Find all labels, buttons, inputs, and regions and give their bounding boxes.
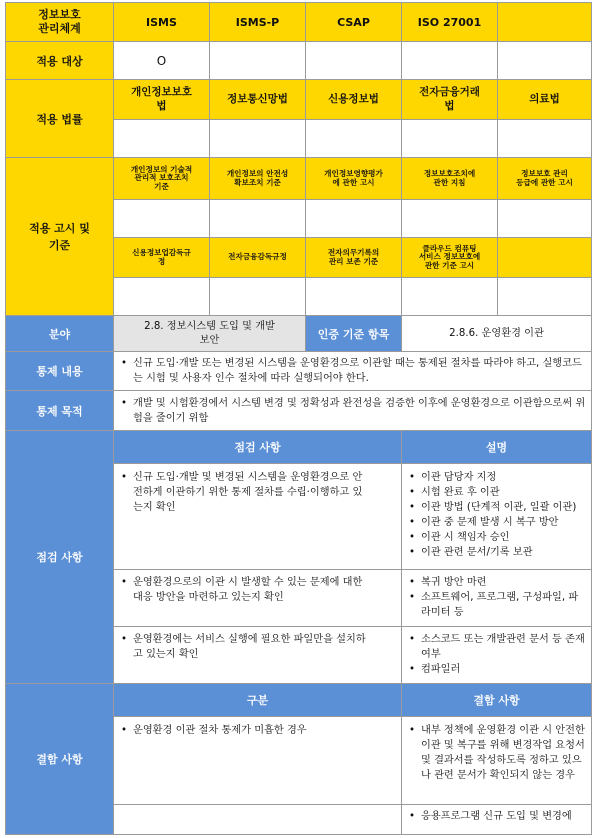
scope-mark-csap — [306, 42, 402, 80]
defect-case-cell — [402, 805, 592, 835]
defect-type-text: • 운영환경 이관 절차 통제가 미흡한 경우 — [133, 723, 371, 738]
inspection-col-item: 점검 사항 — [114, 431, 402, 464]
notice-cloud-security: 클라우드 컴퓨팅 서비스 정보보호에 관한 기준 고시 — [402, 238, 498, 278]
law-mark-cell — [402, 120, 498, 158]
notice-mark-cell — [210, 278, 306, 316]
notice-management-grade: 정보보호 관리 등급에 관한 고시 — [498, 158, 592, 200]
notice-safety-measures: 개인정보의 안전성 확보조치 기준 — [210, 158, 306, 200]
notice-mark-cell — [498, 200, 592, 238]
control-content-row — [6, 352, 592, 391]
notice-emr-standard: 전자의무기록의 관리 보존 기준 — [306, 238, 402, 278]
inspection-desc-bullet: • 소스코드 또는 개발관련 문서 등 존재 여부 — [421, 632, 587, 662]
notice-mark-cell — [306, 200, 402, 238]
control-item-label: 인증 기준 항목 — [306, 316, 402, 352]
law-e-finance-act: 전자금융거래 법 — [402, 80, 498, 120]
inspection-section-label: 점검 사항 — [6, 431, 114, 684]
scope-mark-blank — [498, 42, 592, 80]
framework-col-csap: CSAP — [306, 3, 402, 42]
inspection-item-cell — [114, 464, 402, 570]
framework-header-row — [6, 3, 592, 42]
law-credit-info-act: 신용정보법 — [306, 80, 402, 120]
inspection-desc-cell — [402, 464, 592, 570]
inspection-desc-bullet: • 이관 관련 문서/기록 보관 — [421, 545, 587, 560]
inspection-item-text: • 운영환경으로의 이관 시 발생할 수 있는 문제에 대한 대응 방안을 마련하고 있는지 확인 — [133, 575, 371, 605]
law-mark-cell — [498, 120, 592, 158]
law-medical-act: 의료법 — [498, 80, 592, 120]
notice-mark-cell — [114, 200, 210, 238]
control-purpose-text: • 개발 및 시험환경에서 시스템 변경 및 정확성과 완전성을 검증한 이후에 운영환경으로 이관함으로써 위험을 줄이기 위함 — [133, 396, 587, 426]
area-value: 2.8. 정보시스템 도입 및 개발 보안 — [114, 316, 306, 352]
notice-e-finance-supervision: 전자금융감독규정 — [210, 238, 306, 278]
area-row — [6, 316, 592, 352]
notice-protection-guideline: 정보보호조치에 관한 지침 — [402, 158, 498, 200]
framework-col-isms-p: ISMS-P — [210, 3, 306, 42]
law-mark-cell — [306, 120, 402, 158]
inspection-item-cell — [114, 627, 402, 684]
inspection-desc-bullet: • 이관 담당자 지정 — [421, 470, 587, 485]
inspection-desc-bullet: • 소프트웨어, 프로그램, 구성파일, 파라미터 등 — [421, 590, 587, 620]
framework-corner-label: 정보보호 관리체계 — [6, 3, 114, 42]
control-purpose-label: 통제 목적 — [6, 391, 114, 431]
notice-mark-cell — [498, 278, 592, 316]
law-privacy-act: 개인정보보호 법 — [114, 80, 210, 120]
inspection-col-desc: 설명 — [402, 431, 592, 464]
law-label: 적용 법률 — [6, 80, 114, 158]
inspection-desc-bullet: • 이관 방법 (단계적 이관, 일괄 이관) — [421, 500, 587, 515]
defect-case-cell — [402, 717, 592, 805]
control-purpose-cell — [114, 391, 592, 431]
notice-credit-supervision: 신용정보업감독규 정 — [114, 238, 210, 278]
framework-col-isms: ISMS — [114, 3, 210, 42]
defect-case-bullet: • 응용프로그램 신규 도입 및 변경에 — [421, 809, 587, 824]
scope-mark-iso27001 — [402, 42, 498, 80]
notice-technical-safeguards: 개인정보의 기술적 관리적 보호조치 기준 — [114, 158, 210, 200]
defect-case-bullet: • 내부 정책에 운영환경 이관 시 안전한 이관 및 복구를 위해 변경작업 요청서 및 결과서를 작성하도록 정하고 있으나 관련 문서가 확인되지 않는 경우 — [421, 723, 587, 783]
inspection-item-text: • 운영환경에는 서비스 실행에 필요한 파일만을 설치하고 있는지 확인 — [133, 632, 371, 662]
notice-row-1 — [6, 158, 592, 200]
inspection-desc-bullet: • 이관 시 책임자 승인 — [421, 530, 587, 545]
defect-header-row — [6, 684, 592, 717]
law-mark-cell — [210, 120, 306, 158]
notice-mark-cell — [402, 200, 498, 238]
scope-row — [6, 42, 592, 80]
law-mark-cell — [114, 120, 210, 158]
control-purpose-row — [6, 391, 592, 431]
framework-col-iso27001: ISO 27001 — [402, 3, 498, 42]
notice-mark-cell — [210, 200, 306, 238]
notice-mark-cell — [306, 278, 402, 316]
scope-mark-isms-p — [210, 42, 306, 80]
notice-privacy-impact: 개인정보영향평가 에 관한 고시 — [306, 158, 402, 200]
inspection-desc-cell — [402, 570, 592, 627]
scope-label: 적용 대상 — [6, 42, 114, 80]
inspection-desc-bullet: • 시험 완료 후 이관 — [421, 485, 587, 500]
defect-col-case: 결함 사항 — [402, 684, 592, 717]
inspection-desc-cell — [402, 627, 592, 684]
inspection-desc-bullet: • 복귀 방안 마련 — [421, 575, 587, 590]
notice-mark-cell — [402, 278, 498, 316]
defect-type-cell — [114, 717, 402, 805]
notice-blank — [498, 238, 592, 278]
framework-col-blank — [498, 3, 592, 42]
control-content-cell — [114, 352, 592, 391]
defect-section-label: 결함 사항 — [6, 684, 114, 835]
inspection-item-text: • 신규 도입·개발 및 변경된 시스템을 운영환경으로 안전하게 이관하기 위한 통제 절차를 수립·이행하고 있는지 확인 — [133, 470, 371, 515]
inspection-desc-bullet: • 컴파일러 — [421, 662, 587, 677]
control-content-label: 통제 내용 — [6, 352, 114, 391]
defect-type-cell — [114, 805, 402, 835]
inspection-desc-bullet: • 이관 중 문제 발생 시 복구 방안 — [421, 515, 587, 530]
defect-col-type: 구분 — [114, 684, 402, 717]
notice-label: 적용 고시 및 기준 — [6, 158, 114, 316]
law-row — [6, 80, 592, 120]
area-label: 분야 — [6, 316, 114, 352]
inspection-header-row — [6, 431, 592, 464]
control-content-text: • 신규 도입·개발 또는 변경된 시스템을 운영환경으로 이관할 때는 통제된 절차를 따라야 하고, 실행코드는 시험 및 사용자 인수 절차에 따라 실행되어야 한다. — [133, 356, 587, 386]
notice-mark-cell — [114, 278, 210, 316]
inspection-item-cell — [114, 570, 402, 627]
scope-mark-isms: O — [114, 42, 210, 80]
law-network-act: 정보통신망법 — [210, 80, 306, 120]
certification-table — [5, 2, 592, 835]
control-item-value: 2.8.6. 운영환경 이관 — [402, 316, 592, 352]
